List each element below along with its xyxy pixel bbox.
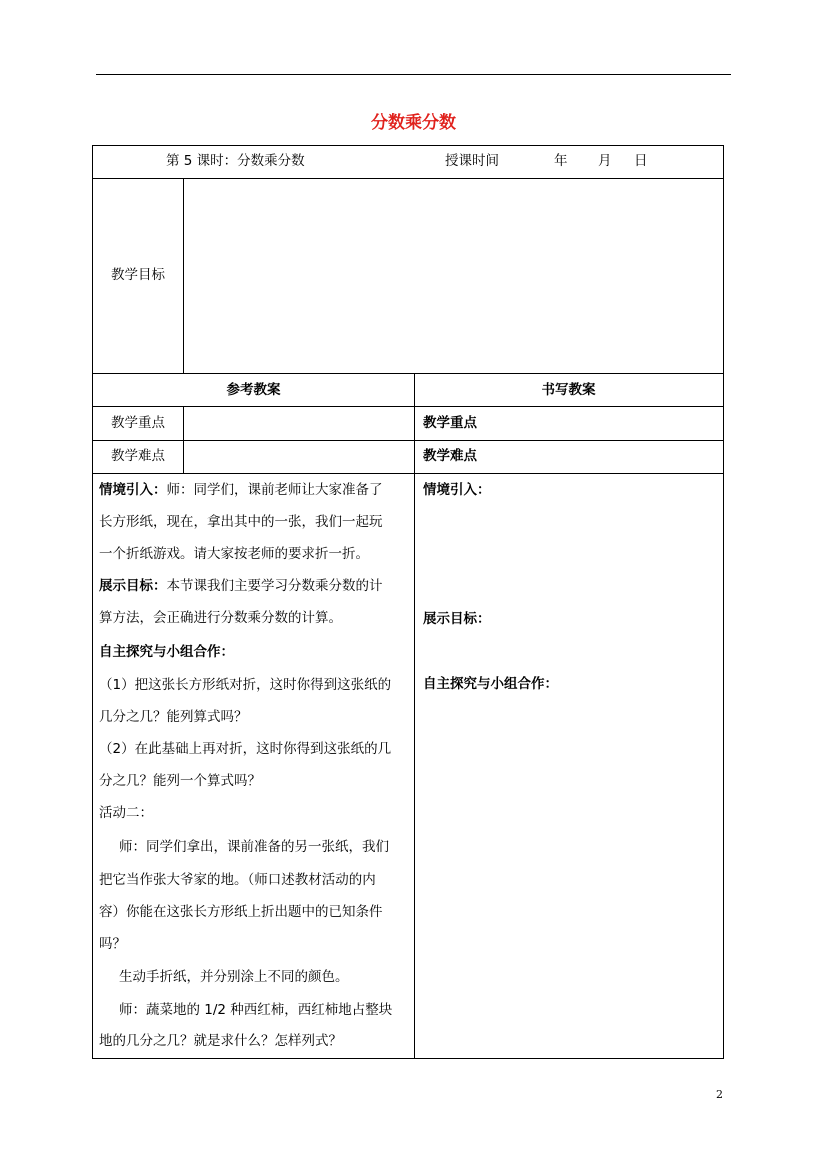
intro-line: 长方形纸，现在，拿出其中的一张，我们一起玩 (99, 514, 383, 530)
student-line: 生动手折纸，并分别涂上不同的颜色。 (119, 969, 349, 985)
month-label: 月 (598, 153, 612, 169)
year-label: 年 (554, 153, 568, 169)
explore-heading: 自主探究与小组合作： (99, 644, 234, 660)
goal-heading: 展示目标： (99, 578, 167, 594)
row-divider (93, 178, 723, 179)
activity-two-label: 活动二： (99, 805, 153, 821)
intro-line (99, 474, 383, 506)
document-title: 分数乘分数 (371, 113, 456, 133)
goal-text: 本节课我们主要学习分数乘分数的计 (166, 578, 383, 594)
teacher-line: 容）你能在这张长方形纸上折出题中的已知条件 (99, 904, 383, 920)
key-points-right: 教学重点 (423, 415, 477, 431)
intro-line: 一个折纸游戏。请大家按老师的要求折一折。 (99, 546, 369, 562)
page-number: 2 (716, 1088, 723, 1101)
difficulties-right: 教学难点 (423, 448, 477, 464)
question-line: （1）把这张长方形纸对折，这时你得到这张纸的 (99, 677, 392, 693)
teacher-line: 师：蔬菜地的 1/2 种西红柿，西红柿地占整块 (119, 1002, 393, 1018)
teacher-line: 吗？ (99, 936, 126, 952)
goal-line: 算方法，会正确进行分数乘分数的计算。 (99, 610, 342, 626)
reference-plan-header: 参考教案 (226, 382, 281, 398)
label-column-divider (183, 406, 184, 473)
row-divider (93, 440, 723, 441)
question-line: 分之几？能列一个算式吗？ (99, 773, 261, 789)
right-goal-heading: 展示目标： (423, 611, 491, 627)
right-intro-heading: 情境引入： (423, 482, 491, 498)
written-plan-header: 书写教案 (541, 382, 596, 398)
lesson-time-label: 授课时间 (445, 153, 499, 169)
question-line: 几分之几？能列算式吗？ (99, 709, 248, 725)
key-points-label: 教学重点 (111, 415, 165, 431)
teacher-line: 师：同学们拿出，课前准备的另一张纸，我们 (119, 839, 389, 855)
right-explore-heading: 自主探究与小组合作： (423, 676, 558, 692)
intro-heading: 情境引入： (99, 482, 167, 498)
plan-column-divider (414, 373, 415, 1059)
goal-line (99, 570, 383, 602)
question-line: （2）在此基础上再对折，这时你得到这张纸的几 (99, 741, 392, 757)
teacher-line: 把它当作张大爷家的地。（师口述教材活动的内 (99, 872, 376, 888)
label-column-divider (183, 178, 184, 373)
day-label: 日 (634, 153, 648, 169)
row-divider (93, 406, 723, 407)
objectives-label: 教学目标 (111, 267, 165, 283)
difficulties-label: 教学难点 (111, 448, 165, 464)
row-divider (93, 373, 723, 374)
teacher-line: 地的几分之几？就是求什么？怎样列式？ (99, 1033, 342, 1049)
lesson-heading: 第 5 课时：分数乘分数 (166, 153, 305, 169)
header-rule (96, 74, 731, 75)
lesson-plan-table (92, 145, 724, 1059)
intro-text: 师：同学们，课前老师让大家准备了 (166, 482, 383, 498)
